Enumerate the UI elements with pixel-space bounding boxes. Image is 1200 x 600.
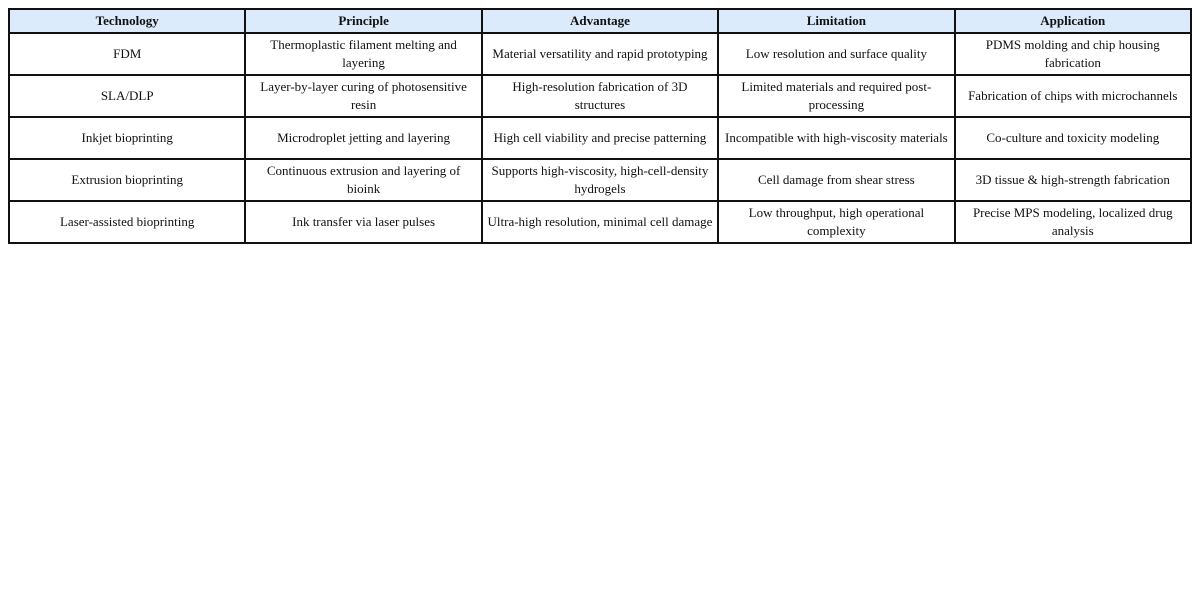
- table-header: [9, 9, 1191, 33]
- cell-advantage: High-resolution fabrication of 3D structures: [482, 75, 718, 117]
- table-row: [9, 159, 1191, 201]
- header-advantage: Advantage: [482, 9, 718, 33]
- cell-application: 3D tissue & high-strength fabrication: [955, 159, 1191, 201]
- cell-advantage: High cell viability and precise patterning: [482, 117, 718, 159]
- cell-technology: FDM: [9, 33, 245, 75]
- cell-application: Fabrication of chips with microchannels: [955, 75, 1191, 117]
- header-row: [9, 9, 1191, 33]
- comparison-table-container: [8, 8, 1192, 244]
- cell-application: Precise MPS modeling, localized drug analysis: [955, 201, 1191, 243]
- cell-principle: Microdroplet jetting and layering: [245, 117, 481, 159]
- cell-advantage: Supports high-viscosity, high-cell-density hydrogels: [482, 159, 718, 201]
- cell-technology: Extrusion bioprinting: [9, 159, 245, 201]
- cell-limitation: Low throughput, high operational complexity: [718, 201, 954, 243]
- table-body: [9, 33, 1191, 243]
- cell-application: Co-culture and toxicity modeling: [955, 117, 1191, 159]
- cell-principle: Continuous extrusion and layering of bioink: [245, 159, 481, 201]
- header-principle: Principle: [245, 9, 481, 33]
- cell-advantage: Ultra-high resolution, minimal cell damage: [482, 201, 718, 243]
- cell-technology: Laser-assisted bioprinting: [9, 201, 245, 243]
- cell-principle: Layer-by-layer curing of photosensitive resin: [245, 75, 481, 117]
- header-application: Application: [955, 9, 1191, 33]
- cell-application: PDMS molding and chip housing fabrication: [955, 33, 1191, 75]
- header-limitation: Limitation: [718, 9, 954, 33]
- cell-technology: Inkjet bioprinting: [9, 117, 245, 159]
- cell-technology: SLA/DLP: [9, 75, 245, 117]
- cell-limitation: Incompatible with high-viscosity materials: [718, 117, 954, 159]
- table-row: [9, 75, 1191, 117]
- header-technology: Technology: [9, 9, 245, 33]
- table-row: [9, 117, 1191, 159]
- table-row: [9, 33, 1191, 75]
- cell-principle: Thermoplastic filament melting and layering: [245, 33, 481, 75]
- table-row: [9, 201, 1191, 243]
- technology-comparison-table: [8, 8, 1192, 244]
- cell-advantage: Material versatility and rapid prototyping: [482, 33, 718, 75]
- cell-principle: Ink transfer via laser pulses: [245, 201, 481, 243]
- cell-limitation: Limited materials and required post-processing: [718, 75, 954, 117]
- cell-limitation: Cell damage from shear stress: [718, 159, 954, 201]
- cell-limitation: Low resolution and surface quality: [718, 33, 954, 75]
